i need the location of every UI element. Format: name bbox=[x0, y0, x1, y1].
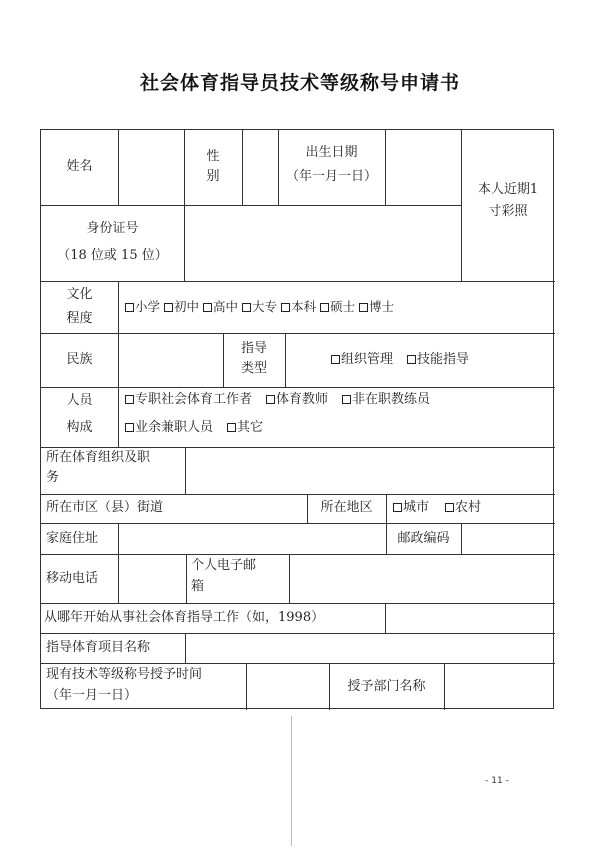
row-divider bbox=[41, 205, 461, 206]
checkbox-icon[interactable] bbox=[125, 423, 134, 432]
education-option[interactable]: 小学 bbox=[125, 292, 160, 322]
birth-date-label: 出生日期 bbox=[305, 145, 358, 160]
education-options bbox=[125, 292, 398, 322]
sport-project-label: 指导体育项目名称 bbox=[46, 640, 151, 655]
education-option[interactable]: 本科 bbox=[281, 292, 316, 322]
checkbox-icon[interactable] bbox=[203, 303, 212, 312]
organization-label-bottom: 务 bbox=[46, 470, 60, 485]
staff-options-row2 bbox=[125, 413, 267, 443]
col-divider bbox=[242, 130, 243, 205]
name-label: 姓名 bbox=[66, 159, 93, 174]
id-number-format: （18 位或 15 位） bbox=[57, 248, 168, 263]
col-divider bbox=[385, 603, 386, 633]
col-divider bbox=[118, 387, 119, 447]
col-divider bbox=[386, 494, 387, 523]
staff-label-top: 人员 bbox=[66, 393, 93, 408]
checkbox-icon[interactable] bbox=[320, 303, 329, 312]
col-divider bbox=[118, 130, 119, 205]
education-option[interactable]: 高中 bbox=[203, 292, 238, 322]
col-divider bbox=[185, 633, 186, 663]
gender-label-top: 性 bbox=[206, 149, 220, 164]
checkbox-icon[interactable] bbox=[342, 395, 351, 404]
staff-option[interactable]: 非在职教练员 bbox=[342, 385, 430, 415]
guide-type-label-bottom: 类型 bbox=[240, 361, 267, 376]
checkbox-icon[interactable] bbox=[242, 303, 251, 312]
granting-department-label: 授予部门名称 bbox=[347, 679, 426, 694]
address-label: 家庭住址 bbox=[46, 531, 99, 546]
email-label-bottom: 箱 bbox=[191, 579, 205, 594]
checkbox-icon[interactable] bbox=[359, 303, 368, 312]
col-divider bbox=[185, 447, 186, 494]
checkbox-icon[interactable] bbox=[227, 423, 236, 432]
level-date-format: （年一月一日） bbox=[46, 688, 138, 703]
checkbox-icon[interactable] bbox=[164, 303, 173, 312]
col-divider bbox=[246, 663, 247, 710]
staff-option[interactable]: 业余兼职人员 bbox=[125, 413, 213, 443]
checkbox-icon[interactable] bbox=[445, 503, 454, 512]
col-divider bbox=[385, 130, 386, 205]
level-date-label: 现有技术等级称号授予时间 bbox=[46, 667, 203, 682]
staff-options-row1 bbox=[125, 385, 434, 415]
education-option[interactable]: 博士 bbox=[359, 292, 394, 322]
photo-label-bottom: 寸彩照 bbox=[488, 204, 528, 219]
education-label-bottom: 程度 bbox=[66, 311, 93, 326]
col-divider bbox=[461, 523, 462, 554]
page-fold-line bbox=[291, 716, 292, 846]
education-option[interactable]: 初中 bbox=[164, 292, 199, 322]
start-year-label: 从哪年开始从事社会体育指导工作（如，1998） bbox=[44, 610, 325, 625]
checkbox-icon[interactable] bbox=[125, 395, 134, 404]
education-option[interactable]: 硕士 bbox=[320, 292, 355, 322]
ethnicity-label: 民族 bbox=[66, 352, 93, 367]
checkbox-icon[interactable] bbox=[393, 503, 402, 512]
area-label: 所在地区 bbox=[320, 500, 373, 515]
photo-label-top: 本人近期1 bbox=[477, 182, 539, 197]
guide-type-options bbox=[331, 345, 473, 375]
staff-label-bottom: 构成 bbox=[66, 420, 93, 435]
application-form-table bbox=[40, 129, 554, 709]
mobile-label: 移动电话 bbox=[46, 571, 99, 586]
form-title: 社会体育指导员技术等级称号申请书 bbox=[139, 72, 460, 94]
checkbox-icon[interactable] bbox=[331, 355, 340, 364]
staff-option[interactable]: 专职社会体育工作者 bbox=[125, 385, 252, 415]
area-options bbox=[393, 493, 485, 523]
col-divider bbox=[118, 554, 119, 603]
guide-type-option[interactable]: 技能指导 bbox=[407, 345, 469, 375]
col-divider bbox=[118, 281, 119, 333]
col-divider bbox=[444, 663, 445, 710]
city-label: 所在市区（县）街道 bbox=[46, 500, 164, 515]
gender-label-bottom: 别 bbox=[206, 169, 220, 184]
education-option[interactable]: 大专 bbox=[242, 292, 277, 322]
col-divider bbox=[289, 554, 290, 603]
guide-type-label-top: 指导 bbox=[240, 341, 267, 356]
area-option[interactable]: 城市 bbox=[393, 493, 429, 523]
staff-option[interactable]: 体育教师 bbox=[266, 385, 328, 415]
checkbox-icon[interactable] bbox=[281, 303, 290, 312]
postcode-label: 邮政编码 bbox=[397, 531, 450, 546]
col-divider bbox=[118, 523, 119, 554]
id-number-label: 身份证号 bbox=[86, 221, 139, 236]
education-label-top: 文化 bbox=[66, 287, 93, 302]
col-divider bbox=[186, 554, 187, 603]
checkbox-icon[interactable] bbox=[266, 395, 275, 404]
guide-type-option[interactable]: 组织管理 bbox=[331, 345, 393, 375]
checkbox-icon[interactable] bbox=[125, 303, 134, 312]
col-divider bbox=[118, 333, 119, 387]
checkbox-icon[interactable] bbox=[407, 355, 416, 364]
area-option[interactable]: 农村 bbox=[445, 493, 481, 523]
page-number: - 11 - bbox=[485, 776, 509, 786]
col-divider bbox=[285, 333, 286, 387]
email-label-top: 个人电子邮 bbox=[191, 558, 257, 573]
staff-option[interactable]: 其它 bbox=[227, 413, 263, 443]
birth-date-format: （年一月一日） bbox=[285, 169, 377, 184]
organization-label-top: 所在体育组织及职 bbox=[46, 450, 151, 465]
